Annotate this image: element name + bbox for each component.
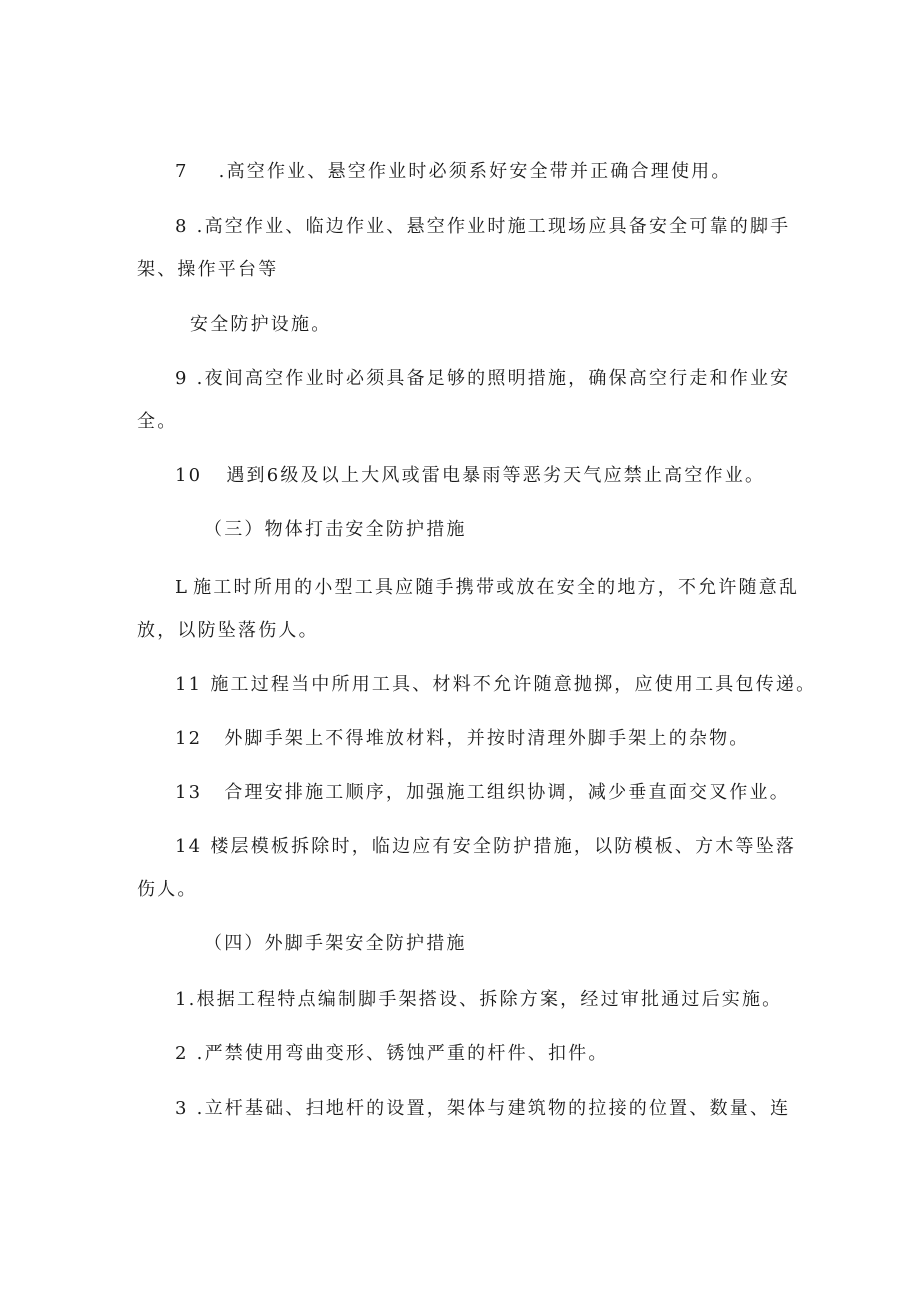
item-text: .夜间高空作业时必须具备足够的照明措施，确保高空行走和作业安 [196,368,791,389]
item-number: 13 [175,782,203,803]
list-item [175,367,790,391]
section-heading: （三）物体打击安全防护措施 [204,519,467,540]
list-item [175,673,816,697]
list-item-continuation: 全。 [137,411,178,432]
section-heading: （四）外脚手架安全防护措施 [204,933,467,954]
item-number: L [175,577,190,598]
item-number: 7 [175,161,189,182]
item-number: 9 [175,368,189,389]
list-item [175,781,790,805]
item-number: 1 [175,989,189,1010]
list-item [175,215,790,239]
list-item [175,1042,609,1066]
item-text: 施工时所用的小型工具应随手携带或放在安全的地方，不允许随意乱 [193,577,800,598]
list-item: 安全防护设施。 [190,314,332,335]
item-text: 外脚手架上不得堆放材料，并按时清理外脚手架上的杂物。 [224,728,750,749]
item-text: 合理安排施工顺序，加强施工组织协调，减少垂直面交叉作业。 [224,782,790,803]
list-item [175,160,732,184]
list-item [175,988,782,1012]
item-text: .高空作业、临边作业、悬空作业时施工现场应具备安全可靠的脚手 [196,216,791,237]
item-number: 10 [175,465,203,486]
list-item [175,727,750,751]
item-text: .高空作业、悬空作业时必须系好安全带并正确合理使用。 [218,161,732,182]
item-number: 8 [175,216,189,237]
list-item-continuation: 放，以防坠落伤人。 [137,620,319,641]
list-item [175,1097,790,1121]
item-number: 3 [175,1098,189,1119]
item-text: .根据工程特点编制脚手架搭设、拆除方案，经过审批通过后实施。 [188,989,783,1010]
item-text: 楼层模板拆除时，临边应有安全防护措施，以防模板、方木等坠落 [210,836,797,857]
list-item [175,576,799,600]
list-item-continuation: 架、操作平台等 [137,259,279,280]
item-number: 12 [175,728,203,749]
item-number: 14 [175,836,203,857]
list-item-continuation: 伤人。 [137,879,198,900]
list-item [175,835,796,859]
item-number: 2 [175,1043,189,1064]
list-item [175,464,765,488]
item-text: .立杆基础、扫地杆的设置，架体与建筑物的拉接的位置、数量、连 [196,1098,791,1119]
item-text: .严禁使用弯曲变形、锈蚀严重的杆件、扣件。 [196,1043,609,1064]
item-number: 11 [175,674,203,695]
item-text: 遇到6级及以上大风或雷电暴雨等恶劣天气应禁止高空作业。 [226,465,766,486]
item-text: 施工过程当中所用工具、材料不允许随意抛掷，应使用工具包传递。 [210,674,817,695]
